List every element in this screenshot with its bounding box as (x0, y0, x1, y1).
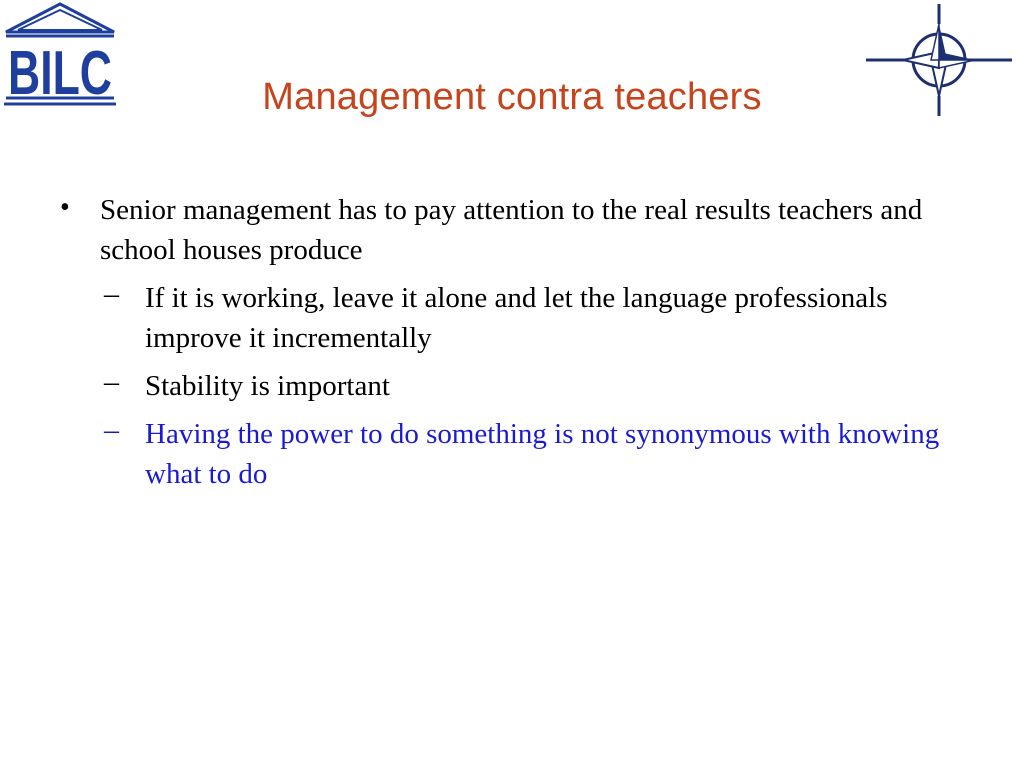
sub-bullet-text: Having the power to do something is not synonymous with knowing what to do (145, 418, 940, 490)
svg-text:BILC: BILC (8, 39, 112, 108)
sub-bullet-marker: – (104, 365, 119, 398)
sub-bullet-marker: – (104, 277, 119, 310)
sub-bullet-marker: – (104, 413, 119, 446)
sub-bullet-item (0, 278, 1024, 358)
bullet-marker: • (60, 192, 70, 223)
bullet-text: Senior management has to pay attention to the real results teachers and school houses produce (100, 194, 923, 266)
bullet-item (0, 190, 1024, 270)
sub-bullet-text: If it is working, leave it alone and let the language professionals improve it incrementally (145, 282, 888, 354)
sub-bullet-item (0, 414, 1024, 494)
sub-bullet-item (0, 366, 1024, 406)
sub-bullet-text: Stability is important (145, 370, 390, 402)
slide-title: Management contra teachers (262, 76, 762, 118)
